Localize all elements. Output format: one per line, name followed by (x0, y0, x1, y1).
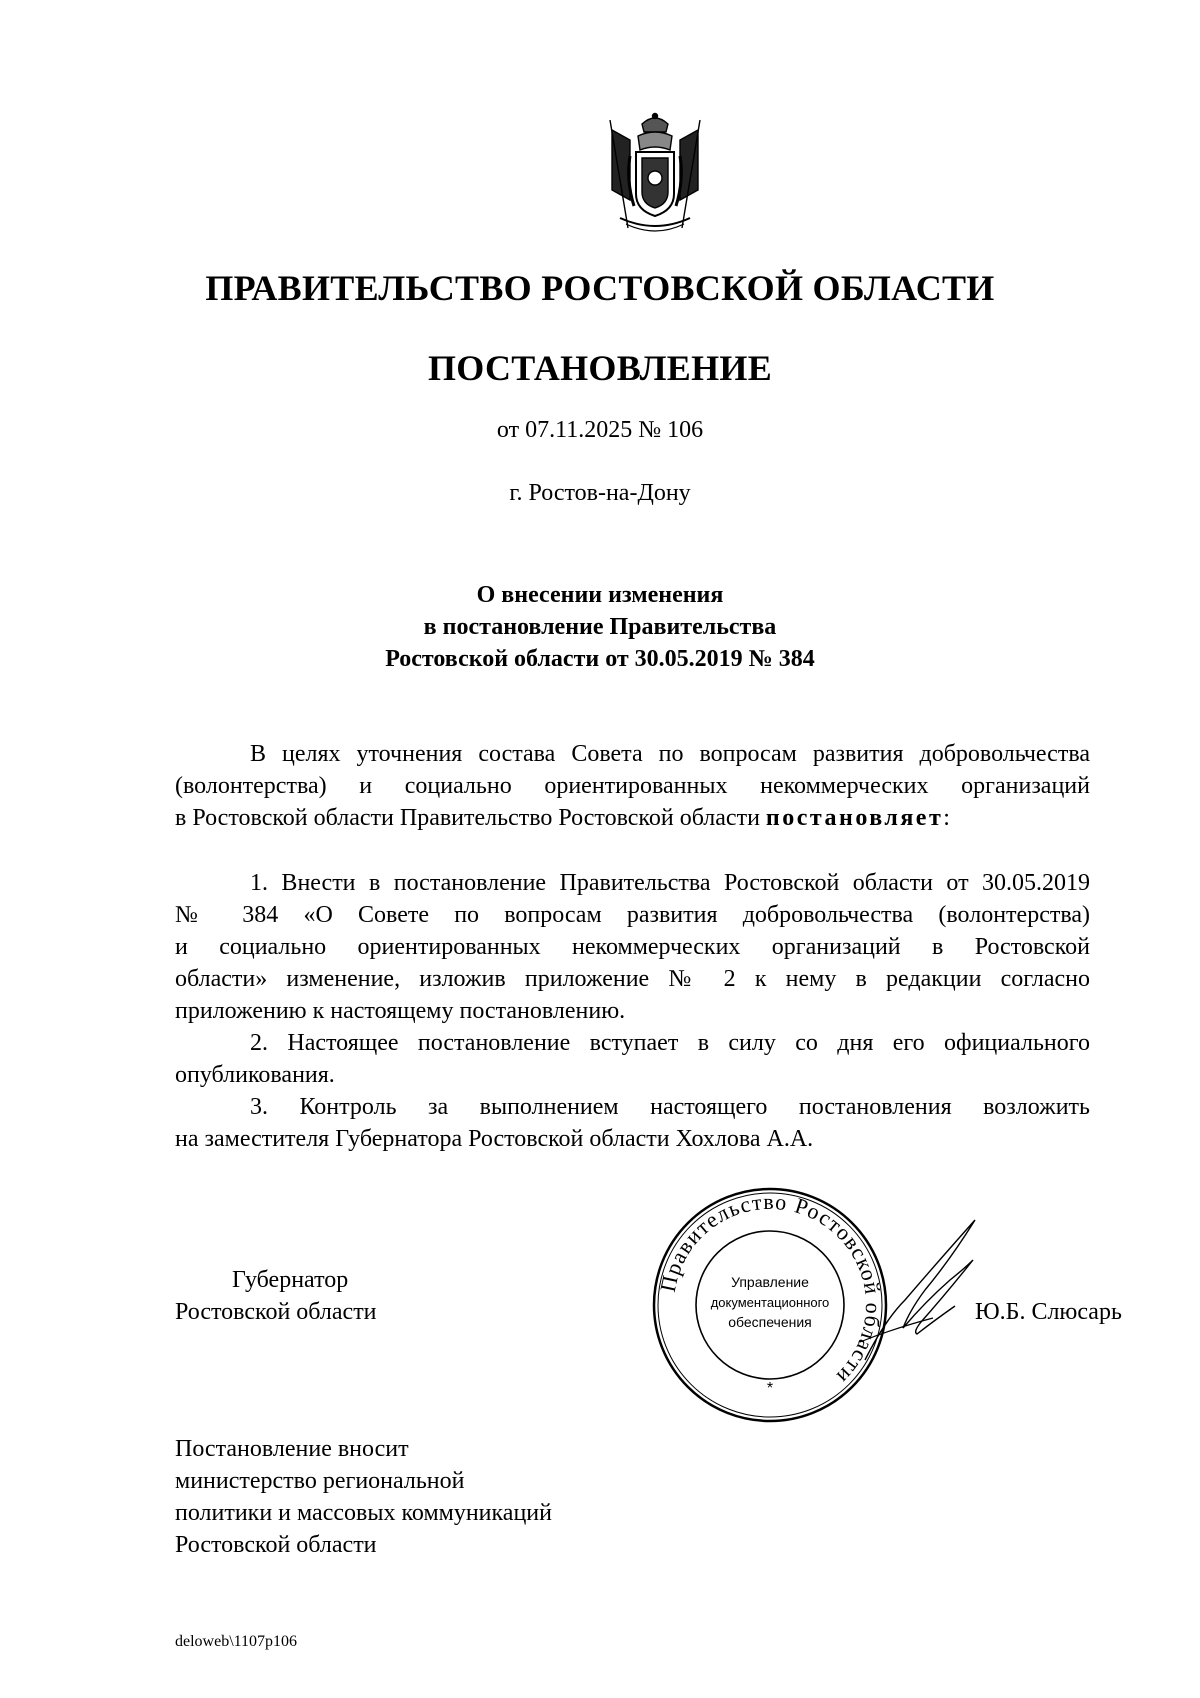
stamp-inner-line: документационного (710, 1295, 830, 1310)
organization-title: ПРАВИТЕЛЬСТВО РОСТОВСКОЙ ОБЛАСТИ (205, 268, 995, 308)
preamble-colon: : (943, 805, 950, 831)
preamble-line: В целях уточнения состава Совета по вопросам развития добровольчества (250, 741, 1090, 767)
introduced-by-line: Ростовской области (175, 1532, 377, 1558)
handwritten-signature (855, 1210, 995, 1370)
file-reference: deloweb\1107p106 (175, 1633, 298, 1650)
item-1-line: № 384 «О Совете по вопросам развития добровольчества (волонтерства) (175, 902, 1090, 928)
signatory-name: Ю.Б. Слюсарь (975, 1299, 1122, 1325)
signatory-title-line: Губернатор (232, 1267, 349, 1293)
introduced-by-line: политики и массовых коммуникаций (175, 1500, 552, 1526)
resolution-items (175, 867, 1090, 1155)
item-1-line: области» изменение, изложив приложение № 2 к нему в редакции согласно (175, 966, 1090, 992)
coat-of-arms-icon (600, 110, 710, 240)
stamp-star: * (766, 1380, 774, 1397)
subject-line: Ростовской области от 30.05.2019 № 384 (385, 646, 815, 672)
item-1-line: 1. Внести в постановление Правительства Ростовской области от 30.05.2019 (250, 870, 1090, 896)
item-1-line: приложению к настоящему постановлению. (175, 998, 626, 1024)
stamp-inner-line: обеспечения (728, 1314, 812, 1330)
stamp-outer-text: Правительство Ростовской области (654, 1188, 887, 1390)
document-date-number: от 07.11.2025 № 106 (496, 417, 704, 443)
item-2-line: 2. Настоящее постановление вступает в силу со дня его официального (250, 1030, 1090, 1056)
introduced-by-line: министерство региональной (175, 1468, 465, 1494)
document-type: ПОСТАНОВЛЕНИЕ (427, 348, 773, 388)
item-3-line: на заместителя Губернатора Ростовской области Хохлова А.А. (175, 1126, 814, 1152)
signatory-title-line: Ростовской области (175, 1299, 377, 1325)
stamp-inner-line: Управление (731, 1274, 809, 1290)
subject-line: О внесении изменения (476, 582, 724, 608)
preamble-paragraph (175, 738, 1090, 834)
subject-line: в постановление Правительства (423, 614, 777, 640)
item-1-line: и социально ориентированных некоммерческих организаций в Ростовской (175, 934, 1090, 960)
preamble-line (175, 802, 1090, 834)
document-city: г. Ростов-на-Дону (509, 480, 691, 506)
item-2-line: опубликования. (175, 1062, 335, 1088)
introduced-by-note (175, 1433, 552, 1561)
introduced-by-line: Постановление вносит (175, 1436, 409, 1462)
preamble-text: в Ростовской области Правительство Ростовской области (175, 805, 766, 831)
item-3-line: 3. Контроль за выполнением настоящего постановления возложить (250, 1094, 1090, 1120)
official-stamp (650, 1185, 890, 1425)
signatory-title (175, 1264, 377, 1328)
resolves-word: постановляет (765, 805, 944, 831)
preamble-line: (волонтерства) и социально ориентированных некоммерческих организаций (175, 773, 1090, 799)
document-subject (0, 579, 1200, 675)
